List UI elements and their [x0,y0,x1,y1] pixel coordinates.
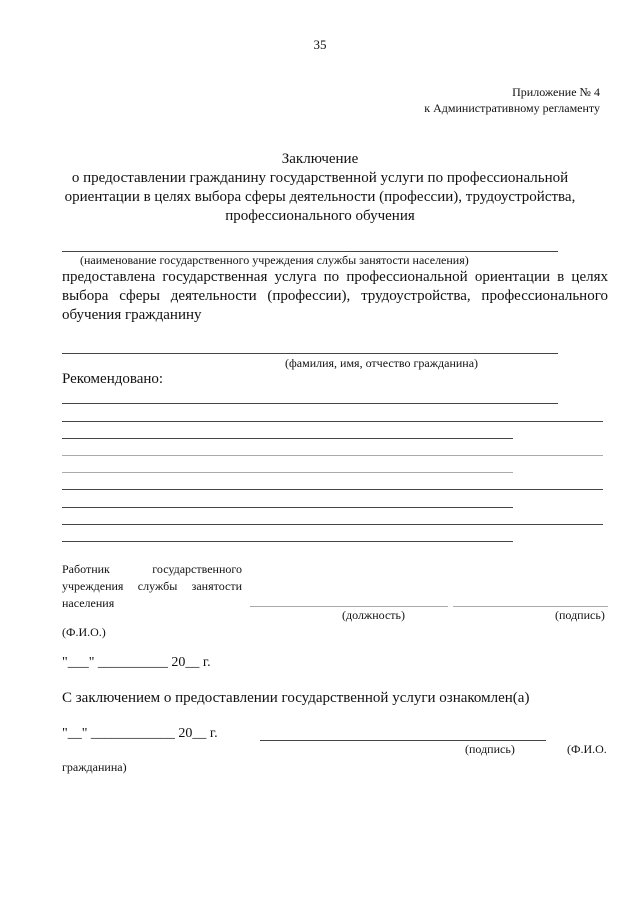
recommendation-line[interactable] [62,438,513,439]
paragraph-line-2: выбора сферы деятельности (профессии), трудоустройства, профессионального [62,288,608,304]
paragraph-line-3: обучения гражданину [62,307,202,323]
signature-caption: (подпись) [555,608,605,622]
citizen-fio-caption: (Ф.И.О. [567,742,607,756]
recommendation-line[interactable] [62,472,513,473]
worker-signature-field[interactable] [453,606,608,607]
worker-label [62,561,242,612]
citizen-signature-caption: (подпись) [465,742,515,756]
institution-name-field[interactable] [62,251,558,252]
position-caption: (должность) [342,608,405,622]
service-paragraph [62,268,608,325]
fio-caption: (Ф.И.О.) [62,625,106,639]
page-number: 35 [313,37,327,52]
document-title [40,150,600,226]
recommendation-line[interactable] [62,507,513,508]
acknowledgement-text: С заключением о предоставлении государственной услуги ознакомлен(а) [62,690,530,706]
title-line-1: Заключение [281,151,359,167]
worker-line-2: учреждения службы занятости [62,579,242,593]
worker-line-1: Работник государственного [62,562,242,576]
title-line-3: ориентации в целях выбора сферы деятельности (профессии), трудоустройства, [64,189,576,205]
worker-date-field[interactable]: "___" __________ 20__ г. [62,655,211,670]
worker-line-3: населения [62,596,115,610]
recommendation-line[interactable] [62,403,558,404]
recommendation-line[interactable] [62,489,603,490]
annex-number: Приложение № 4 [512,85,600,99]
recommendation-line[interactable] [62,455,603,456]
citizen-date-field[interactable]: "__" ____________ 20__ г. [62,726,218,741]
citizen-signature-field[interactable] [260,740,546,741]
recommended-label: Рекомендовано: [62,371,164,387]
institution-caption: (наименование государственного учреждения службы занятости населения) [80,253,469,267]
paragraph-line-1: предоставлена государственная услуга по профессиональной ориентации в целях [62,269,608,285]
title-line-2: о предоставлении гражданину государственной услуги по профессиональной [71,170,569,186]
annex-header [395,84,600,116]
recommendation-line[interactable] [62,541,513,542]
worker-position-field[interactable] [250,606,448,607]
citizen-fio-caption-cont: гражданина) [62,760,127,774]
recommendation-line[interactable] [62,524,603,525]
recommendation-line[interactable] [62,421,603,422]
title-line-4: профессионального обучения [225,208,415,224]
citizen-caption: (фамилия, имя, отчество гражданина) [285,356,479,370]
annex-reference: к Административному регламенту [424,101,600,115]
citizen-name-field[interactable] [62,353,558,354]
